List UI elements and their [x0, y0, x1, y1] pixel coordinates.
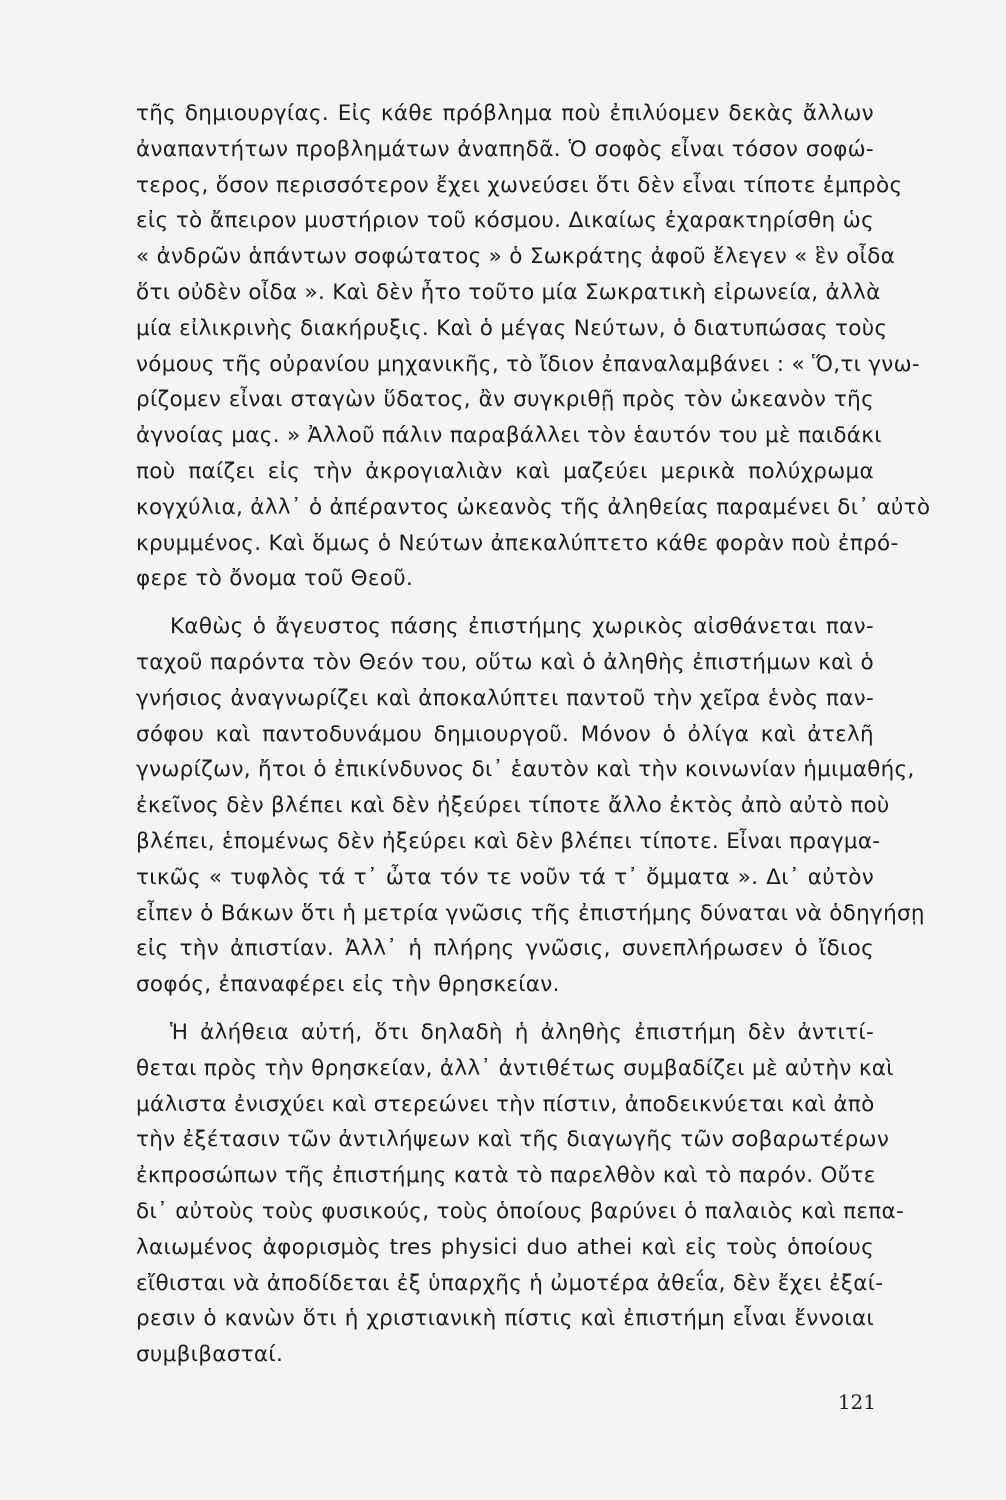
- body-text: [136, 96, 931, 1373]
- text-line: μία εἰλικρινὴς διακήρυξις. Καὶ ὁ μέγας Νεύτων, ὁ διατυπώσας τοὺς: [136, 315, 888, 341]
- text-line: σοφός, ἐπαναφέρει εἰς τὴν θρησκείαν.: [136, 972, 560, 998]
- text-line: ἀναπαντήτων προβλημάτων ἀναπηδᾶ. Ὁ σοφὸς εἶναι τόσον σοφώ-: [136, 136, 874, 162]
- text-line: τὴν ἐξέτασιν τῶν ἀντιλήψεων καὶ τῆς διαγωγῆς τῶν σοβαρωτέρων: [136, 1127, 890, 1153]
- text-line: τικῶς « τυφλὸς τά τ᾽ ὦτα τόν τε νοῦν τά τ᾽ ὄμματα ». Δι᾽ αὐτὸν: [136, 864, 874, 890]
- paragraph-1: [136, 96, 931, 597]
- text-line: Ἡ ἀλήθεια αὐτή, ὅτι δηλαδὴ ἡ ἀληθὴς ἐπιστήμη δὲν ἀντιτί-: [170, 1019, 874, 1045]
- text-line: ποὺ παίζει εἰς τὴν ἀκρογιαλιὰν καὶ μαζεύει μερικὰ πολύχρωμα: [136, 458, 874, 484]
- text-line: σόφου καὶ παντοδυνάμου δημιουργοῦ. Μόνον ὁ ὀλίγα καὶ ἀτελῆ: [136, 721, 874, 747]
- text-line: εἰς τὴν ἀπιστίαν. Ἀλλ᾽ ἡ πλήρης γνῶσις, συνεπλήρωσεν ὁ ἴδιος: [136, 936, 874, 962]
- text-line: κογχύλια, ἀλλ᾽ ὁ ἀπέραντος ὠκεανὸς τῆς ἀληθείας παραμένει δι᾽ αὐτὸ: [136, 494, 931, 520]
- text-line: Καθὼς ὁ ἄγευστος πάσης ἐπιστήμης χωρικὸς αἰσθάνεται παν-: [170, 614, 874, 640]
- text-line: ἐκπροσώπων τῆς ἐπιστήμης κατὰ τὸ παρελθὸν καὶ τὸ παρόν. Οὔτε: [136, 1163, 876, 1189]
- text-line: « ἀνδρῶν ἁπάντων σοφώτατος » ὁ Σωκράτης ἀφοῦ ἔλεγεν « ἓν οἶδα: [136, 244, 896, 270]
- text-line: γνήσιος ἀναγνωρίζει καὶ ἀποκαλύπτει παντοῦ τὴν χεῖρα ἑνὸς παν-: [136, 685, 874, 711]
- text-line: φερε τὸ ὄνομα τοῦ Θεοῦ.: [136, 566, 414, 592]
- text-line: ρίζομεν εἶναι σταγὼν ὕδατος, ἂν συγκριθῇ πρὸς τὸν ὠκεανὸν τῆς: [136, 387, 874, 413]
- text-line: εἴθισται νὰ ἀποδίδεται ἐξ ὑπαρχῆς ἡ ὠμοτέρα ἀθεΐα, δὲν ἔχει ἐξαί-: [136, 1270, 884, 1296]
- text-line: δι᾽ αὐτοὺς τοὺς φυσικούς, τοὺς ὁποίους βαρύνει ὁ παλαιὸς καὶ πεπα-: [136, 1198, 905, 1224]
- text-line: ἀγνοίας μας. » Ἀλλοῦ πάλιν παραβάλλει τὸν ἑαυτόν του μὲ παιδάκι: [136, 423, 882, 449]
- text-line: θεται πρὸς τὴν θρησκείαν, ἀλλ᾽ ἀντιθέτως συμβαδίζει μὲ αὐτὴν καὶ: [136, 1055, 894, 1081]
- text-line: βλέπει, ἑπομένως δὲν ἠξεύρει καὶ δὲν βλέπει τίποτε. Εἶναι πραγμα-: [136, 828, 881, 854]
- text-line: γνωρίζων, ἤτοι ὁ ἐπικίνδυνος δι᾽ ἑαυτὸν καὶ τὴν κοινωνίαν ἡμιμαθής,: [136, 757, 915, 783]
- text-line: ὅτι οὐδὲν οἶδα ». Καὶ δὲν ἦτο τοῦτο μία Σωκρατικὴ εἰρωνεία, ἀλλὰ: [136, 279, 881, 305]
- paragraph-3: [136, 1015, 905, 1373]
- page-number: 121: [837, 1390, 876, 1414]
- text-line: εἶπεν ὁ Βάκων ὅτι ἡ μετρία γνῶσις τῆς ἐπιστήμης δύναται νὰ ὁδηγήσῃ: [136, 900, 925, 926]
- text-line: λαιωμένος ἀφορισμὸς tres physici duo athei καὶ εἰς τοὺς ὁποίους: [136, 1234, 874, 1260]
- text-line: τερος, ὅσον περισσότερον ἔχει χωνεύσει ὅτι δὲν εἶναι τίποτε ἐμπρὸς: [136, 172, 903, 198]
- text-line: νόμους τῆς οὐρανίου μηχανικῆς, τὸ ἴδιον ἐπαναλαμβάνει : « Ὅ,τι γνω-: [136, 351, 920, 377]
- paragraph-gap: [136, 1003, 874, 1015]
- text-line: τῆς δημιουργίας. Εἰς κάθε πρόβλημα ποὺ ἐπιλύομεν δεκὰς ἄλλων: [136, 101, 874, 126]
- text-line: ρεσιν ὁ κανὼν ὅτι ἡ χριστιανικὴ πίστις καὶ ἐπιστήμη εἶναι ἔννοιαι: [136, 1306, 874, 1332]
- paragraph-gap: [136, 597, 874, 609]
- text-line: εἰς τὸ ἄπειρον μυστήριον τοῦ κόσμου. Δικαίως ἐχαρακτηρίσθη ὡς: [136, 208, 874, 234]
- text-line: κρυμμένος. Καὶ ὅμως ὁ Νεύτων ἀπεκαλύπτετο κάθε φορὰν ποὺ ἐπρό-: [136, 530, 899, 556]
- text-line: συμβιβασταί.: [136, 1342, 284, 1368]
- paragraph-2: [136, 609, 925, 1003]
- text-line: ταχοῦ παρόντα τὸν Θεόν του, οὕτω καὶ ὁ ἀληθὴς ἐπιστήμων καὶ ὁ: [136, 649, 874, 675]
- text-line: ἐκεῖνος δὲν βλέπει καὶ δὲν ἠξεύρει τίποτε ἄλλο ἐκτὸς ἀπὸ αὐτὸ ποὺ: [136, 793, 890, 819]
- text-line: μάλιστα ἐνισχύει καὶ στερεώνει τὴν πίστιν, ἀποδεικνύεται καὶ ἀπὸ: [136, 1091, 875, 1117]
